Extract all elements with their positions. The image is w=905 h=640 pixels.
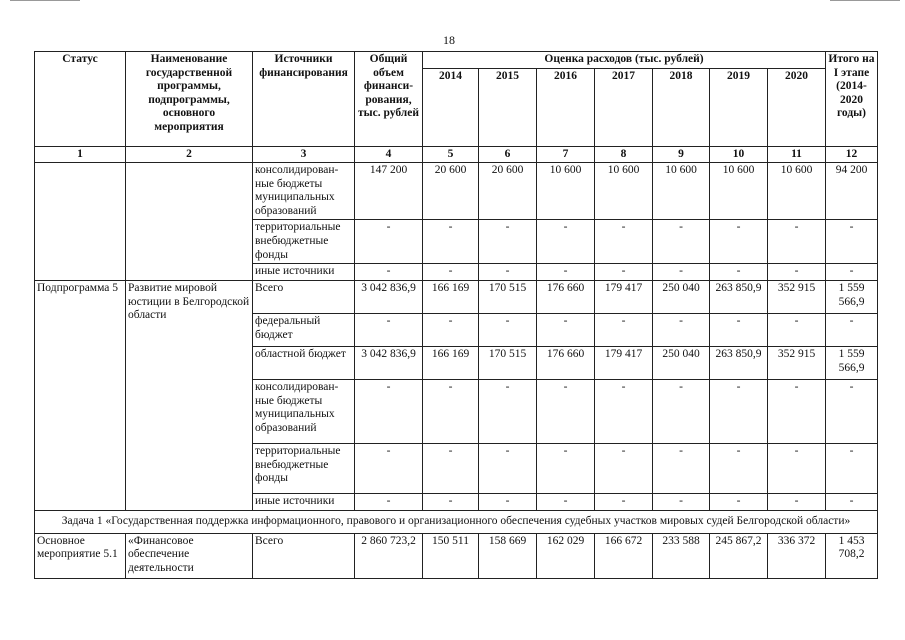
year-value-cell: - [423, 264, 479, 281]
year-value-cell: - [537, 444, 595, 494]
year-value-cell: - [423, 314, 479, 347]
year-value-cell: 245 867,2 [710, 533, 768, 578]
year-value-cell: 263 850,9 [710, 347, 768, 380]
year-value-cell: - [595, 494, 653, 511]
year-value-cell: - [768, 494, 826, 511]
total-cell: 3 042 836,9 [355, 281, 423, 314]
column-number: 12 [826, 146, 878, 163]
year-value-cell: 250 040 [653, 281, 710, 314]
year-value-cell: - [768, 444, 826, 494]
stage-total-cell: 94 200 [826, 163, 878, 220]
year-value-cell: 250 040 [653, 347, 710, 380]
year-value-cell: 176 660 [537, 281, 595, 314]
year-value-cell: - [479, 444, 537, 494]
table-row [35, 163, 878, 220]
header-estimate: Оценка расходов (тыс. рублей) [423, 52, 826, 69]
year-value-cell: - [595, 264, 653, 281]
stage-total-cell: 1 559 566,9 [826, 347, 878, 380]
year-value-cell: 166 169 [423, 281, 479, 314]
year-value-cell: 162 029 [537, 533, 595, 578]
year-value-cell: 179 417 [595, 347, 653, 380]
year-value-cell: - [537, 380, 595, 444]
table-row [35, 533, 878, 578]
year-value-cell: - [710, 264, 768, 281]
year-value-cell: - [710, 444, 768, 494]
stage-total-cell: - [826, 494, 878, 511]
total-cell: 2 860 723,2 [355, 533, 423, 578]
source-cell: территориальные внебюджетные фонды [253, 444, 355, 494]
header-name: Наименование государственной программы, подпрограммы, основного мероприятия [126, 52, 253, 147]
budget-table [34, 51, 878, 579]
year-value-cell: 10 600 [653, 163, 710, 220]
year-value-cell: - [537, 264, 595, 281]
year-value-cell: 166 672 [595, 533, 653, 578]
year-value-cell: - [537, 494, 595, 511]
year-value-cell: - [479, 314, 537, 347]
empty-status-cell [35, 163, 126, 281]
year-value-cell: 20 600 [479, 163, 537, 220]
year-value-cell: 233 588 [653, 533, 710, 578]
year-value-cell: - [768, 220, 826, 264]
total-cell: - [355, 314, 423, 347]
year-value-cell: 10 600 [537, 163, 595, 220]
header-year: 2019 [710, 68, 768, 146]
year-value-cell: - [423, 444, 479, 494]
year-value-cell: - [423, 220, 479, 264]
empty-name-cell [126, 163, 253, 281]
header-row [35, 52, 878, 69]
year-value-cell: - [768, 380, 826, 444]
year-value-cell: 179 417 [595, 281, 653, 314]
page-number: 18 [443, 33, 455, 47]
column-number-row [35, 146, 878, 163]
year-value-cell: - [595, 380, 653, 444]
main-event-status: Основное мероприятие 5.1 [35, 533, 126, 578]
year-value-cell: 166 169 [423, 347, 479, 380]
column-number: 8 [595, 146, 653, 163]
stage-total-cell: - [826, 220, 878, 264]
column-number: 4 [355, 146, 423, 163]
total-cell: - [355, 264, 423, 281]
total-cell: - [355, 444, 423, 494]
source-cell: иные источники [253, 264, 355, 281]
year-value-cell: 352 915 [768, 347, 826, 380]
year-value-cell: - [710, 220, 768, 264]
year-value-cell: - [710, 494, 768, 511]
subprogram-status: Подпрограмма 5 [35, 281, 126, 511]
year-value-cell: 170 515 [479, 347, 537, 380]
scan-edge-mark [830, 0, 900, 1]
year-value-cell: 20 600 [423, 163, 479, 220]
year-value-cell: 10 600 [710, 163, 768, 220]
year-value-cell: - [479, 494, 537, 511]
year-value-cell: - [710, 314, 768, 347]
year-value-cell: - [479, 380, 537, 444]
column-number: 3 [253, 146, 355, 163]
year-value-cell: 263 850,9 [710, 281, 768, 314]
source-cell: областной бюджет [253, 347, 355, 380]
column-number: 1 [35, 146, 126, 163]
stage-total-cell: 1 559 566,9 [826, 281, 878, 314]
source-cell: территориальные внебюджетные фонды [253, 220, 355, 264]
year-value-cell: - [653, 444, 710, 494]
source-cell: иные источники [253, 494, 355, 511]
header-sources: Источники финансирования [253, 52, 355, 147]
total-cell: - [355, 380, 423, 444]
year-value-cell: 352 915 [768, 281, 826, 314]
year-value-cell: - [768, 264, 826, 281]
year-value-cell: - [653, 494, 710, 511]
year-value-cell: 158 669 [479, 533, 537, 578]
task-row [35, 511, 878, 534]
year-value-cell: 176 660 [537, 347, 595, 380]
stage-total-cell: - [826, 444, 878, 494]
column-number: 9 [653, 146, 710, 163]
column-number: 2 [126, 146, 253, 163]
year-value-cell: 170 515 [479, 281, 537, 314]
header-year: 2020 [768, 68, 826, 146]
header-year: 2016 [537, 68, 595, 146]
year-value-cell: - [595, 314, 653, 347]
column-number: 10 [710, 146, 768, 163]
year-value-cell: - [595, 444, 653, 494]
table-row [35, 281, 878, 314]
year-value-cell: - [479, 264, 537, 281]
scan-edge-mark [10, 0, 80, 1]
stage-total-cell: - [826, 314, 878, 347]
year-value-cell: 150 511 [423, 533, 479, 578]
source-cell: консолидирован-ные бюджеты муниципальных образований [253, 163, 355, 220]
year-value-cell: - [768, 314, 826, 347]
header-year: 2018 [653, 68, 710, 146]
header-stage-total: Итого на I этапе (2014-2020 годы) [826, 52, 878, 147]
main-event-name: «Финансовое обеспечение деятельности [126, 533, 253, 578]
task-title: Задача 1 «Государственная поддержка информационного, правового и организационного обеспечения судебных участков мировых судей Белгородской области» [35, 511, 878, 534]
year-value-cell: - [537, 314, 595, 347]
stage-total-cell: - [826, 264, 878, 281]
source-cell: Всего [253, 533, 355, 578]
header-year: 2017 [595, 68, 653, 146]
header-year: 2015 [479, 68, 537, 146]
subprogram-name: Развитие мировой юстиции в Белгородской области [126, 281, 253, 511]
year-value-cell: 10 600 [768, 163, 826, 220]
year-value-cell: - [537, 220, 595, 264]
column-number: 5 [423, 146, 479, 163]
year-value-cell: 336 372 [768, 533, 826, 578]
column-number: 6 [479, 146, 537, 163]
year-value-cell: - [595, 220, 653, 264]
total-cell: - [355, 220, 423, 264]
year-value-cell: - [653, 220, 710, 264]
year-value-cell: 10 600 [595, 163, 653, 220]
stage-total-cell: 1 453 708,2 [826, 533, 878, 578]
year-value-cell: - [710, 380, 768, 444]
year-value-cell: - [423, 380, 479, 444]
year-value-cell: - [479, 220, 537, 264]
total-cell: 3 042 836,9 [355, 347, 423, 380]
total-cell: 147 200 [355, 163, 423, 220]
year-value-cell: - [653, 264, 710, 281]
column-number: 7 [537, 146, 595, 163]
total-cell: - [355, 494, 423, 511]
year-value-cell: - [653, 314, 710, 347]
source-cell: консолидирован-ные бюджеты муниципальных образований [253, 380, 355, 444]
column-number: 11 [768, 146, 826, 163]
header-year: 2014 [423, 68, 479, 146]
header-total: Общий объем финанси-рования, тыс. рублей [355, 52, 423, 147]
source-cell: Всего [253, 281, 355, 314]
budget-table-body [35, 52, 878, 579]
year-value-cell: - [423, 494, 479, 511]
header-status: Статус [35, 52, 126, 147]
stage-total-cell: - [826, 380, 878, 444]
source-cell: федеральный бюджет [253, 314, 355, 347]
year-value-cell: - [653, 380, 710, 444]
